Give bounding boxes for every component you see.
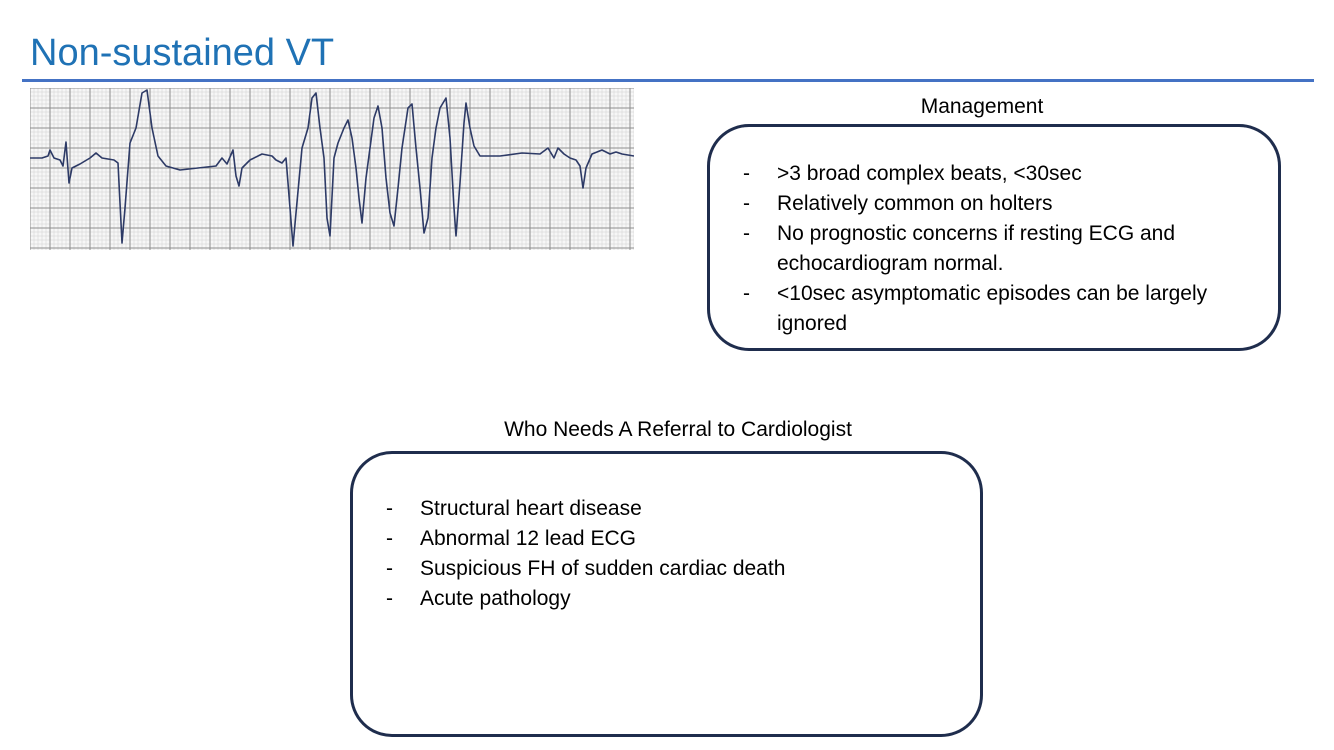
list-item: - >3 broad complex beats, <30sec (743, 159, 1223, 189)
list-item: - No prognostic concerns if resting ECG and echocardiogram normal. (743, 219, 1223, 279)
bullet-dash: - (386, 587, 393, 610)
bullet-dash: - (386, 557, 393, 580)
bullet-dash: - (743, 282, 750, 305)
ecg-strip-image (30, 88, 634, 250)
referral-box (350, 451, 983, 737)
bullet-dash: - (386, 527, 393, 550)
title-underline (22, 79, 1314, 82)
bullet-dash: - (386, 497, 393, 520)
bullet-dash: - (743, 222, 750, 245)
list-item: - <10sec asymptomatic episodes can be largely ignored (743, 279, 1223, 339)
slide-title: Non-sustained VT (30, 32, 335, 74)
bullet-dash: - (743, 192, 750, 215)
management-list (743, 159, 1223, 339)
referral-heading: Who Needs A Referral to Cardiologist (504, 418, 852, 441)
list-item: - Structural heart disease (386, 494, 946, 524)
referral-list (386, 494, 946, 614)
list-item: - Suspicious FH of sudden cardiac death (386, 554, 946, 584)
list-item: - Relatively common on holters (743, 189, 1223, 219)
list-item: - Abnormal 12 lead ECG (386, 524, 946, 554)
management-box (707, 124, 1281, 351)
bullet-dash: - (743, 162, 750, 185)
management-heading: Management (920, 95, 1044, 118)
list-item: - Acute pathology (386, 584, 946, 614)
